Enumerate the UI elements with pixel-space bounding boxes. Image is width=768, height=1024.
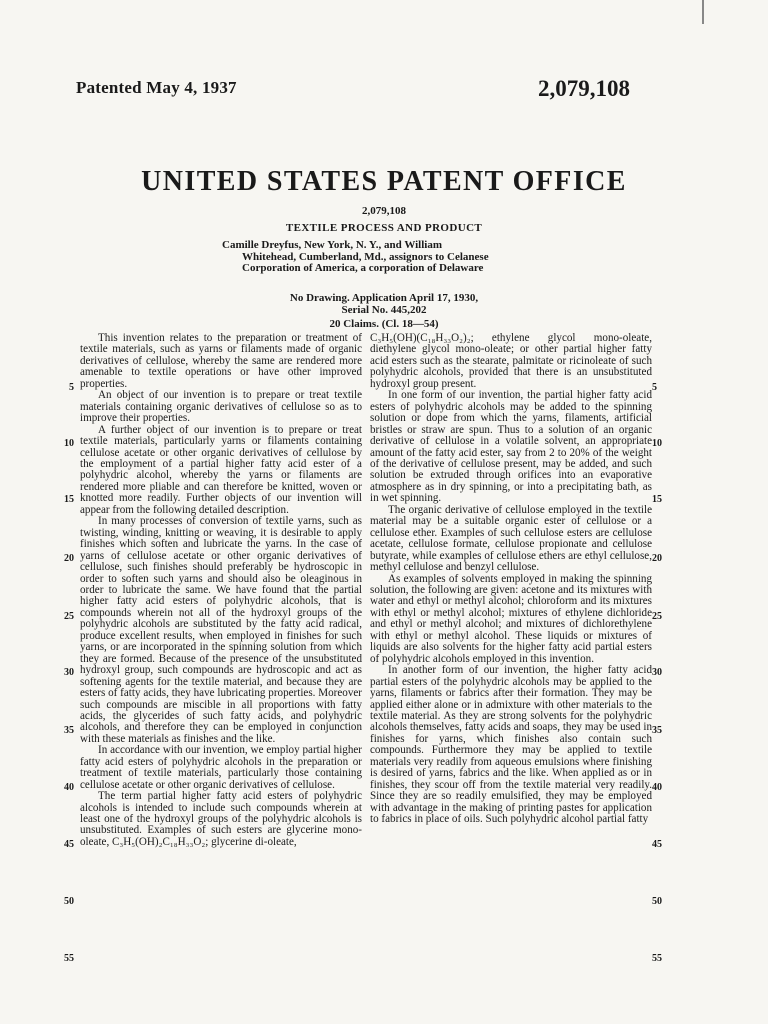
office-title: UNITED STATES PATENT OFFICE [141, 166, 627, 197]
line-number-left: 35 [64, 725, 74, 736]
left-paragraph: An object of our invention is to prepare or treat textile materials containing organic derivatives of cellulose so as to improve their properties. [80, 389, 362, 425]
line-number-right: 35 [652, 725, 662, 736]
application-info [0, 292, 768, 316]
line-number-left: 15 [64, 494, 74, 505]
line-number-left: 55 [64, 953, 74, 964]
line-number-left: 25 [64, 611, 74, 622]
line-number-right: 55 [652, 953, 662, 964]
patent-number-small: 2,079,108 [362, 205, 406, 217]
line-number-right: 30 [652, 667, 662, 678]
line-number-left: 30 [64, 667, 74, 678]
line-number-right: 45 [652, 839, 662, 850]
left-paragraph: The term partial higher fatty acid esters of polyhydric alcohols is intended to include such compounds wherein at least one of the hydroxyl groups of the polyhydric alcohols is unsubstituted. Examples of such esters are glycerine mono-oleate, C₃H₅(OH)₂C₁₈H₃₃O₂; glycerine di-oleate, [80, 790, 362, 848]
right-paragraph: In one form of our invention, the partial higher fatty acid esters of polyhydric alcohols may be added to the spinning solution or dope from which the yarns, filaments, artificial bristles or straw are spun. Thus to a solution of an organic derivative of cellulose in a volatile solvent, an appropriate amount of the fatty acid ester, say from 2 to 20% of the weight of the derivative of cellulose present, may be added, and such solution be extruded through orifices into an evaporative atmosphere as in dry spinning, or into a precipitating bath, as in wet spinning. [370, 389, 652, 505]
line-number-right: 5 [652, 382, 657, 393]
left-paragraph: A further object of our invention is to prepare or treat textile materials, particularly yarns or filaments containing cellulose acetate or other organic derivatives of cellulose by the employment of a partial higher fatty acid ester of a polyhydric alcohol, whereby the yarns or filaments are rendered more pliable and can therefore be knitted, woven or knotted more readily. Further objects of our invention will appear from the following detailed description. [80, 423, 362, 516]
right-column [370, 333, 652, 825]
scan-edge-mark [702, 0, 704, 24]
right-paragraph: The organic derivative of cellulose employed in the textile material may be a suitable organic ester of cellulose or a cellulose ether. Examples of such cellulose esters are cellulose acetate, cellulose formate, cellulose propionate and cellulose butyrate, while examples of cellulose ethers are ethyl cellulose, methyl cellulose and benzyl cellulose. [370, 503, 652, 574]
line-number-left: 45 [64, 839, 74, 850]
line-number-right: 10 [652, 438, 662, 449]
application-line-2: Serial No. 445,202 [341, 304, 427, 316]
right-paragraph: C₃H₅(OH)(C₁₈H₃₃O₂)₂; ethylene glycol mono-oleate, diethylene glycol mono-oleate; or other partial higher fatty acid esters such as the stearate, palmitate or ricinoleate of such polyhydric alcohols, provided that there is an unsubstituted hydroxyl group present. [370, 332, 652, 390]
right-paragraph: As examples of solvents employed in making the spinning solution, the following are given: acetone and its mixtures with water and ethyl or methyl alcohol; chloroform and its mixtures with ethyl or methyl alcohol; mixtures of ethylene dichloride and ethyl or methyl alcohol; and mixtures of dichlorethylene with ethyl or methyl alcohol. These liquids or mixtures of liquids are also solvents for the higher fatty acid partial esters of polyhydric alcohols employed in this invention. [370, 572, 652, 665]
patented-date: Patented May 4, 1937 [76, 78, 237, 97]
line-number-right: 40 [652, 782, 662, 793]
inventors-line-2: Whitehead, Cumberland, Md., assignors to Celanese Corporation of America, a corporation of Delaware [242, 250, 489, 274]
inventors-line-1: Camille Dreyfus, New York, N. Y., and William [222, 239, 443, 251]
left-paragraph: In accordance with our invention, we employ partial higher fatty acid esters of polyhydric alcohols in the preparation or treatment of textile materials, particularly those containing cellulose acetate or other organic derivatives of cellulose. [80, 744, 362, 791]
line-number-right: 25 [652, 611, 662, 622]
line-number-right: 15 [652, 494, 662, 505]
line-number-left: 50 [64, 896, 74, 907]
line-number-left: 20 [64, 553, 74, 564]
line-number-left: 5 [69, 382, 74, 393]
right-paragraph: In another form of our invention, the higher fatty acid partial esters of the polyhydric alcohols may be applied to the yarns, filaments or fabrics after their formation. They may be applied either alone or in admixture with other materials to the textile material. As they are strong solvents for the polyhydric alcohols themselves, fatty acids and soaps, they may be used in finishes for yarns, which finishes also contain such compounds. Furthermore they may be applied to textile materials very readily from aqueous emulsions where finishing is desired of yarns, fabrics and the like. When applied as or in finishes, they scour off from the textile material very readily. Since they are so readily emulsified, they may be employed with advantage in the making of printing pastes for application to fabrics in place of oils. Such polyhydric alcohol partial fatty [370, 664, 652, 826]
invention-title: TEXTILE PROCESS AND PRODUCT [285, 222, 483, 234]
claims-line: 20 Claims. (Cl. 18—54) [329, 318, 439, 330]
line-number-right: 50 [652, 896, 662, 907]
application-line-1: No Drawing. Application April 17, 1930, [289, 292, 479, 304]
inventors-block [222, 240, 502, 275]
line-number-left: 40 [64, 782, 74, 793]
line-number-right: 20 [652, 553, 662, 564]
left-paragraph: In many processes of conversion of textile yarns, such as twisting, winding, knitting or weaving, it is desirable to apply finishes which soften and lubricate the yarns. In the case of yarns of cellulose acetate or other organic derivatives of cellulose, such finishes should preferably be hydroscopic in order to soften such yarns and should also be oleaginous in order to lubricate the same. We have found that the partial higher fatty acid esters of polyhydric alcohols, that is compounds wherein not all of the hydroxyl groups of the polyhydric alcohols are substituted by the fatty acid radical, produce excellent results, when employed in finishes for such yarns, or are incorporated in the spinning solution from which they are formed. Because of the presence of the unsubstituted hydroxyl group, such compounds are hydroscopic and act as softening agents for the textile material, and because they are esters of fatty acids, they have lubricating properties. Moreover such compounds are miscible in all proportions with fatty acids, the glycerides of such fatty acids, and polyhydric alcohols, and therefore they can be employed in conjunction with these materials as finishes and the like. [80, 515, 362, 745]
patent-number: 2,079,108 [538, 76, 630, 101]
left-column [80, 333, 362, 848]
left-paragraph: This invention relates to the preparation or treatment of textile materials, such as yarns or filaments made of organic derivatives of cellulose, whereby the same are rendered more amenable to textile operations or have other improved properties. [80, 332, 362, 390]
line-number-left: 10 [64, 438, 74, 449]
